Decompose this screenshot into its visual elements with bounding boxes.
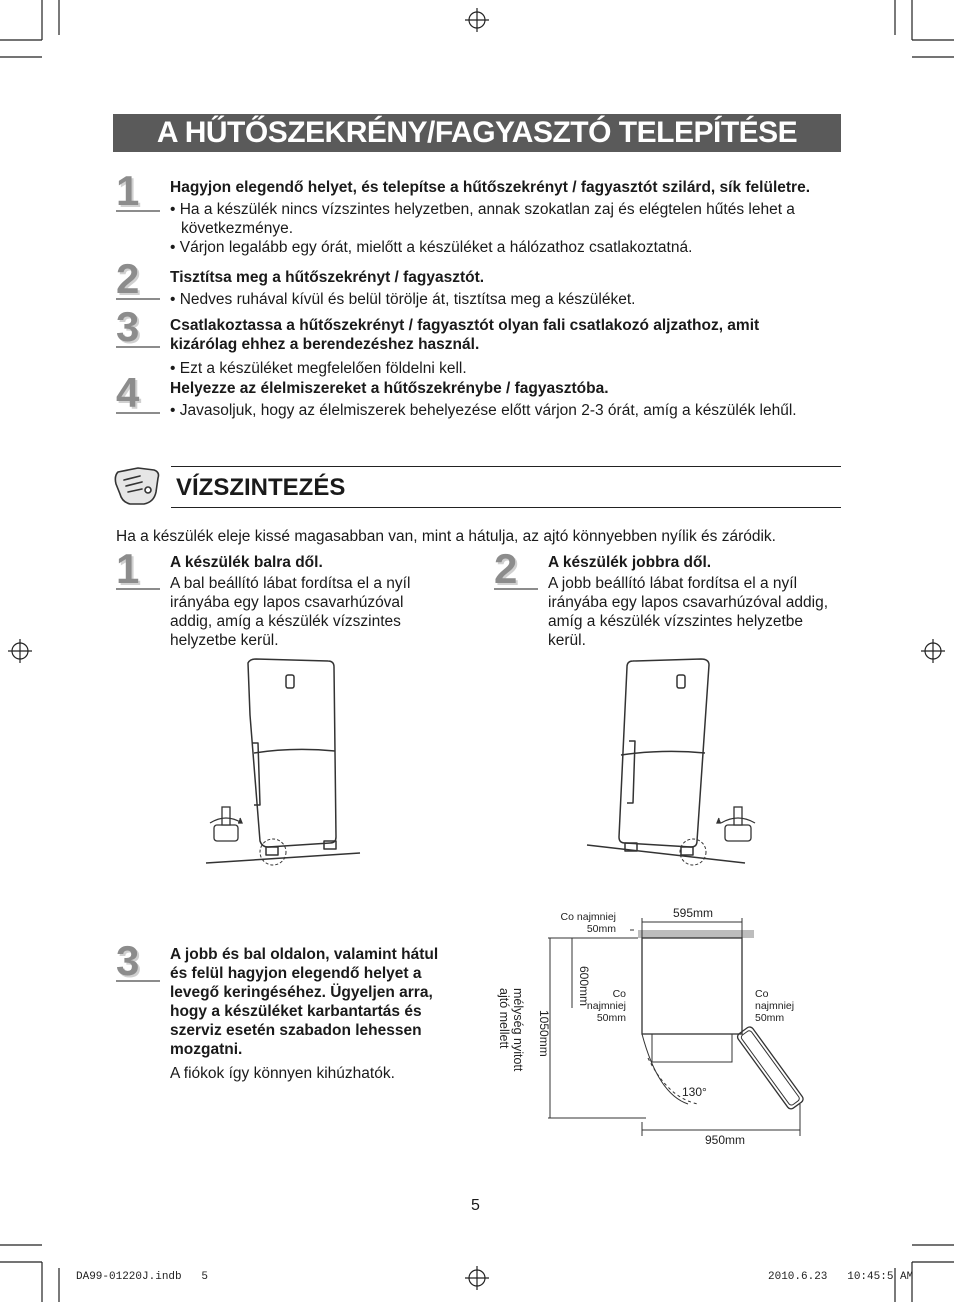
page-title: A HŰTŐSZEKRÉNY/FAGYASZTÓ TELEPÍTÉSE <box>113 114 841 152</box>
dim-depth: 600mm <box>577 966 591 1007</box>
step-number: 4 <box>116 372 160 414</box>
dim-total-depth: 1050mm <box>537 1010 551 1057</box>
step-heading: Hagyjon elegendő helyet, és telepítse a hűtőszekrényt / fagyasztót szilárd, sík felületre. <box>170 179 811 196</box>
step-bullet: • Javasoljuk, hogy az élelmiszerek behelyezése előtt várjon 2-3 órát, amíg a készülék lehűl. <box>170 402 797 419</box>
section-rule <box>171 466 841 467</box>
step-2-text <box>170 268 850 309</box>
dim-text: 50mm <box>755 1012 785 1024</box>
dim-right-gap <box>755 988 794 1024</box>
step-number: 2 <box>116 258 160 300</box>
step-number: 1 <box>116 548 160 590</box>
step-bullet: • Ezt a készüléket megfelelően földelni kell. <box>170 360 467 377</box>
dim-width: 595mm <box>673 906 714 920</box>
leveling-step-1 <box>170 553 445 650</box>
step-number: 3 <box>116 306 160 348</box>
dim-text: najmniej <box>755 1000 795 1012</box>
dim-text: Co najmniej <box>560 911 616 923</box>
step-heading: A készülék jobbra dől. <box>548 554 712 571</box>
step-bullet: • Nedves ruhával kívül és belül törölje át, tisztítsa meg a készüléket. <box>170 291 636 308</box>
step-1-text <box>170 178 850 257</box>
fridge-tilted-left-illustration <box>198 655 368 870</box>
footer-date: 2010.6.23 10:45:5 AM <box>768 1271 914 1283</box>
step-heading: Tisztítsa meg a hűtőszekrényt / fagyasztót. <box>170 269 485 286</box>
step-number: 1 <box>116 170 160 212</box>
dim-text: Co <box>612 988 626 1000</box>
adjust-foot-icon <box>717 807 755 841</box>
step-body: A jobb beállító lábat fordítsa el a nyíl irányába egy lapos csavarhúzóval addig, amíg a készülék vízszintes helyzetbe kerül. <box>548 575 829 649</box>
step-heading: A jobb és bal oldalon, valamint hátul és felül hagyjon elegendő helyet a levegő keringéséhez. Ügyeljen arra, hogy a készüléket karbantartás és szerviz esetén szabadon lehessen mozgatni. <box>170 946 439 1058</box>
dim-angle: 130° <box>682 1085 707 1099</box>
registration-target-top <box>465 8 489 32</box>
step-4-text <box>170 379 850 420</box>
dim-top-gap <box>554 911 616 935</box>
dim-open-width: 950mm <box>705 1133 746 1147</box>
step-number: 2 <box>494 548 538 590</box>
section-rule <box>171 507 841 508</box>
dim-depth-label <box>497 988 525 1071</box>
dim-left-gap <box>584 988 626 1024</box>
step-heading: A készülék balra dől. <box>170 554 323 571</box>
hand-icon <box>112 462 164 510</box>
step-bullet: • Ha a készülék nincs vízszintes helyzetben, annak szokatlan zaj és elégtelen hűtés lehet a következménye. <box>170 201 795 237</box>
step-body: A fiókok így könnyen kihúzhatók. <box>170 1065 395 1082</box>
adjust-foot-icon <box>210 807 242 841</box>
footer-file: DA99-01220J.indb 5 <box>76 1271 209 1283</box>
step-body: A bal beállító lábat fordítsa el a nyíl irányába egy lapos csavarhúzóval addig, amíg a készülék vízszintes helyzetbe kerül. <box>170 575 411 649</box>
section-title: VÍZSZINTEZÉS <box>176 474 346 501</box>
step-number: 3 <box>116 940 160 982</box>
leveling-step-2 <box>548 553 833 650</box>
dim-text: 50mm <box>586 923 616 935</box>
dim-text: najmniej <box>586 1000 626 1012</box>
step-heading: Helyezze az élelmiszereket a hűtőszekrénybe / fagyasztóba. <box>170 380 609 397</box>
dim-text: ajtó mellett <box>497 988 511 1049</box>
leveling-step-3 <box>170 945 450 1083</box>
page-number: 5 <box>471 1197 480 1214</box>
step-bullet: • Várjon legalább egy órát, mielőtt a készüléket a hálózathoz csatlakoztatná. <box>170 239 693 256</box>
dim-text: mélység nyitott <box>511 988 525 1072</box>
step-heading: Csatlakoztassa a hűtőszekrényt / fagyasztót olyan fali csatlakozó aljzathoz, amit kizárólag ehhez a berendezéshez használ. <box>170 317 760 353</box>
leveling-intro: Ha a készülék eleje kissé magasabban van, mint a hátulja, az ajtó könnyebben nyílik és záródik. <box>116 528 776 545</box>
dim-text: Co <box>755 988 769 1000</box>
step-3-text <box>170 316 830 378</box>
dim-text: 50mm <box>596 1012 626 1024</box>
clearance-diagram <box>548 908 810 1148</box>
fridge-tilted-right-illustration <box>585 655 765 870</box>
